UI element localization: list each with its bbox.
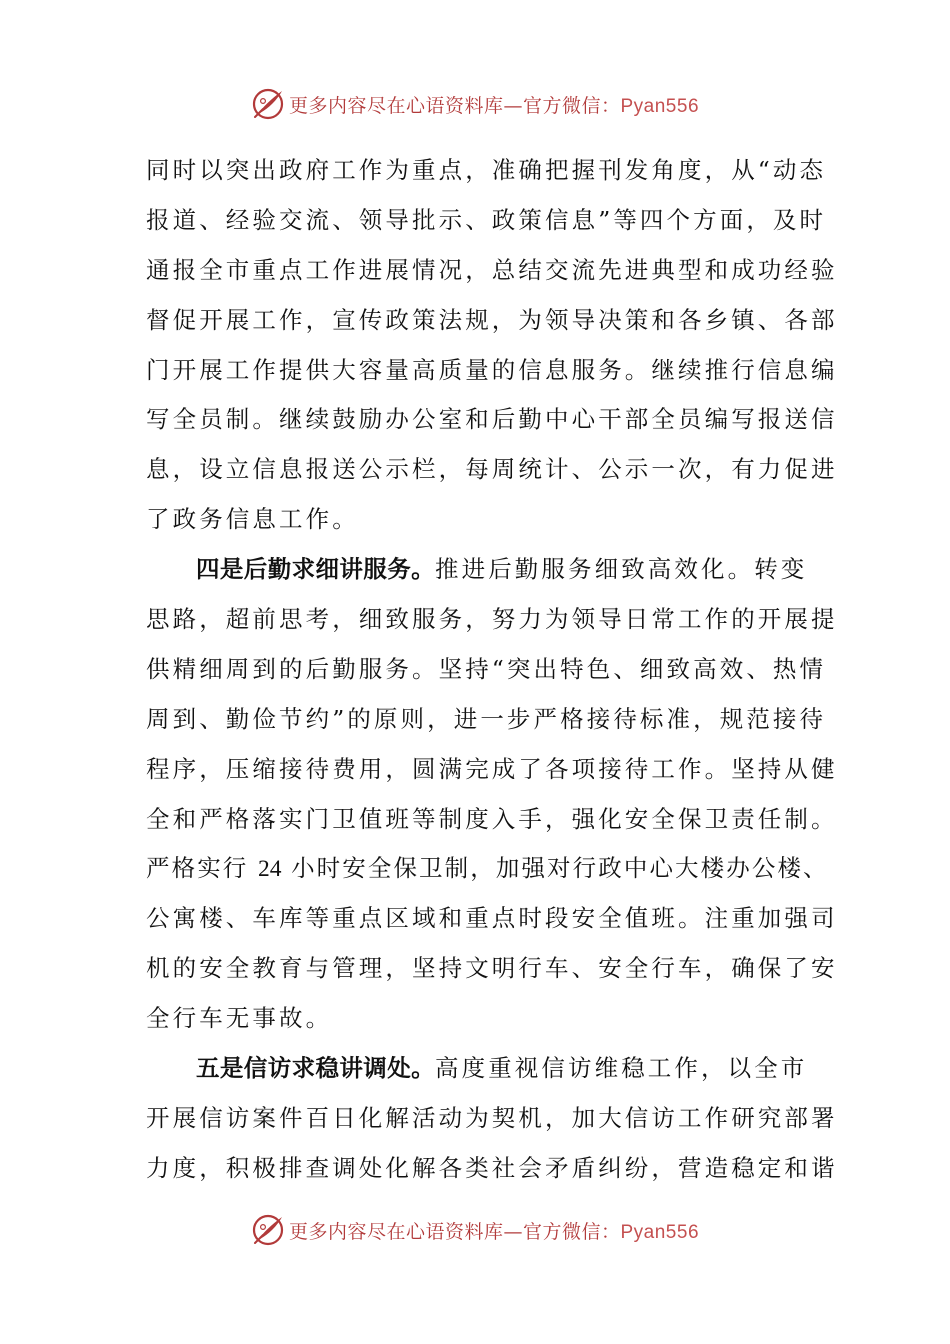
text-line: 供精细周到的后勤服务。坚持“突出特色、细致高效、热情 [146, 654, 827, 683]
section-lead-heading: 五是信访求稳讲调处。 [196, 1054, 435, 1083]
text-line: 公寓楼、车库等重点区域和重点时段安全值班。注重加强司 [146, 904, 838, 933]
text-line: 周到、勤俭节约”的原则，进一步严格接待标准，规范接待 [146, 704, 827, 733]
quill-logo-icon [251, 87, 285, 121]
quill-logo-icon [251, 1213, 285, 1247]
text-line: 全行车无事故。 [146, 1004, 333, 1033]
text-line: 开展信访案件百日化解活动为契机，加大信访工作研究部署 [146, 1103, 838, 1132]
text-line: 息，设立信息报送公示栏，每周统计、公示一次，有力促进 [146, 455, 838, 484]
text-line [146, 1044, 826, 1094]
watermark-text: 更多内容尽在心语资料库—官方微信：Pyan556 [288, 94, 700, 117]
paragraph-logistics [146, 545, 838, 1044]
text-line: 了政务信息工作。 [146, 505, 359, 534]
section-lead-heading: 四是后勤求细讲服务。 [196, 555, 435, 584]
text-line [146, 844, 829, 894]
text-line: 机的安全教育与管理，坚持文明行车、安全行车，确保了安 [146, 954, 838, 983]
footer-watermark [0, 1210, 950, 1250]
header-watermark [0, 84, 950, 124]
text-line: 程序，压缩接待费用，圆满完成了各项接待工作。坚持从健 [146, 754, 838, 783]
text-line: 思路，超前思考，细致服务，努力为领导日常工作的开展提 [146, 605, 838, 634]
text-line: 报道、经验交流、领导批示、政策信息”等四个方面，及时 [146, 205, 827, 234]
text-line: 通报全市重点工作进展情况，总结交流先进典型和成功经验 [146, 255, 838, 284]
text-line: 全和严格落实门卫值班等制度入手，强化安全保卫责任制。 [146, 804, 838, 833]
watermark-text: 更多内容尽在心语资料库—官方微信：Pyan556 [288, 1220, 700, 1243]
text-run: 高度重视信访维稳工作，以全市 [435, 1054, 808, 1083]
text-run: 推进后勤服务细致高效化。转变 [435, 555, 808, 584]
paragraph-petition [146, 1044, 838, 1194]
paragraph-continued [146, 146, 838, 545]
hours-number: 24 [257, 856, 282, 883]
text-line: 同时以突出政府工作为重点，准确把握刊发角度，从“动态 [146, 156, 827, 184]
text-line: 力度，积极排查调处化解各类社会矛盾纠纷，营造稳定和谐 [146, 1153, 838, 1182]
text-line [146, 545, 826, 595]
text-line: 门开展工作提供大容量高质量的信息服务。继续推行信息编 [146, 355, 838, 384]
text-line: 写全员制。继续鼓励办公室和后勤中心干部全员编写报送信 [146, 405, 838, 434]
text-run: 严格实行 [146, 854, 249, 883]
document-body [146, 146, 838, 1194]
text-run: 小时安全保卫制，加强对行政中心大楼办公楼、 [291, 854, 829, 883]
text-line: 督促开展工作，宣传政策法规，为领导决策和各乡镇、各部 [146, 305, 838, 334]
